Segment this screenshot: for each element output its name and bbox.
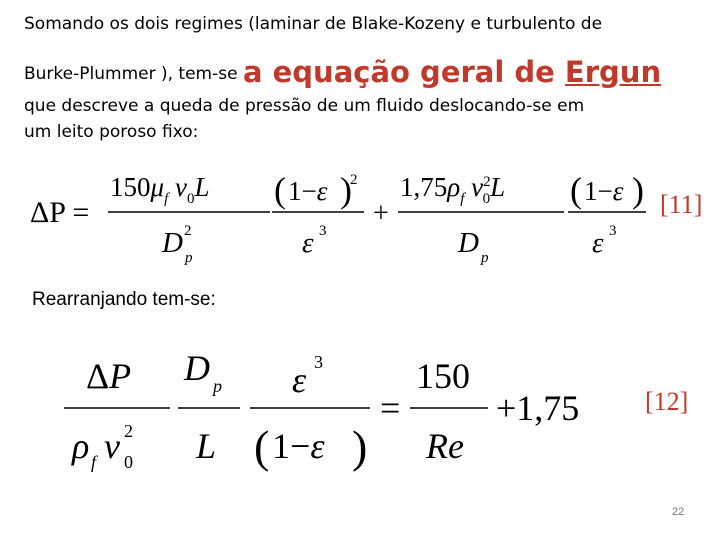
svg-text:ρ: ρ [72, 426, 90, 466]
svg-text:v: v [104, 426, 120, 466]
svg-text:0: 0 [124, 452, 133, 472]
svg-text:150μf v0L: $150\mu_f$ $v_0L$ [110, 172, 210, 207]
eq11-porosity-2 [568, 170, 646, 259]
svg-text:L: L [196, 426, 217, 466]
equation-12-tag: [12] [645, 387, 689, 416]
eq12-constant [496, 388, 579, 428]
svg-text:ε: ε [592, 227, 604, 259]
svg-text:ε: ε [292, 360, 307, 400]
svg-text:=: = [380, 388, 401, 428]
eq12-lhs-fraction [64, 356, 170, 472]
intro-line-4: um leito poroso fixo: [24, 122, 199, 142]
svg-text:3: 3 [314, 352, 323, 372]
svg-text:(: ( [570, 170, 582, 210]
svg-text:): ) [340, 170, 352, 210]
eq12-porosity-fraction [250, 352, 370, 472]
svg-text:3: 3 [609, 223, 617, 239]
eq11-term2 [398, 172, 564, 266]
equation-11-tag: [11] [660, 190, 703, 219]
intro-line-1: Somando os dois regimes (laminar de Blake-Kozeny e turbulento de [24, 14, 603, 34]
page-number: 22 [672, 506, 685, 518]
rearranged-equation [60, 340, 640, 480]
svg-text:1−ε: 1−ε [272, 426, 325, 466]
svg-text:1−ε: 1−ε [288, 176, 328, 206]
svg-text:+: + [373, 198, 389, 229]
svg-text:): ) [352, 421, 368, 472]
eq12-equals [380, 388, 400, 428]
svg-text:2: 2 [350, 172, 358, 188]
svg-text:): ) [632, 170, 644, 210]
svg-text:f: f [91, 452, 97, 472]
eq11-lhs [30, 196, 89, 229]
svg-text:1,75ρf v20L: $1,75\rho_f$ $v^2$ 0L [400, 172, 506, 207]
svg-text:150: 150 [416, 356, 470, 396]
svg-text:D: D [458, 227, 479, 259]
eq11-porosity-1 [272, 170, 364, 259]
ergun-equation [28, 162, 648, 274]
svg-text:3: 3 [319, 223, 327, 239]
eq11-plus [373, 198, 389, 229]
svg-text:p: p [185, 250, 193, 266]
ergun-name: Ergun [564, 55, 662, 89]
svg-text:2: 2 [124, 421, 133, 441]
intro-line-3: que descreve a queda de pressão de um fluido deslocando-se em [24, 96, 585, 116]
svg-text:(: ( [274, 170, 286, 210]
svg-text:Re: Re [426, 426, 464, 466]
svg-text:D: D [162, 227, 183, 259]
svg-text:D: D [184, 348, 210, 388]
svg-text:ε: ε [302, 227, 314, 259]
intro-line-2-prefix: Burke-Plummer ), tem-se [24, 64, 243, 84]
ergun-heading: a equação geral de [242, 55, 565, 89]
svg-text:(: ( [254, 421, 270, 472]
svg-text:ΔP: ΔP [86, 356, 132, 396]
intro-line-2 [24, 55, 662, 89]
eq12-rhs-fraction [410, 356, 488, 466]
svg-text:p: p [481, 250, 489, 266]
svg-text:1−ε: 1−ε [584, 176, 624, 206]
rearranging-label: Rearranjando tem-se: [32, 289, 216, 310]
svg-text:p: p [213, 376, 222, 396]
eq11-term1 [108, 172, 270, 266]
svg-text:ΔP =: ΔP = [30, 196, 90, 229]
eq12-geometry-fraction [178, 348, 240, 466]
svg-text:+1,75: +1,75 [496, 388, 580, 428]
svg-text:2: 2 [184, 223, 192, 239]
